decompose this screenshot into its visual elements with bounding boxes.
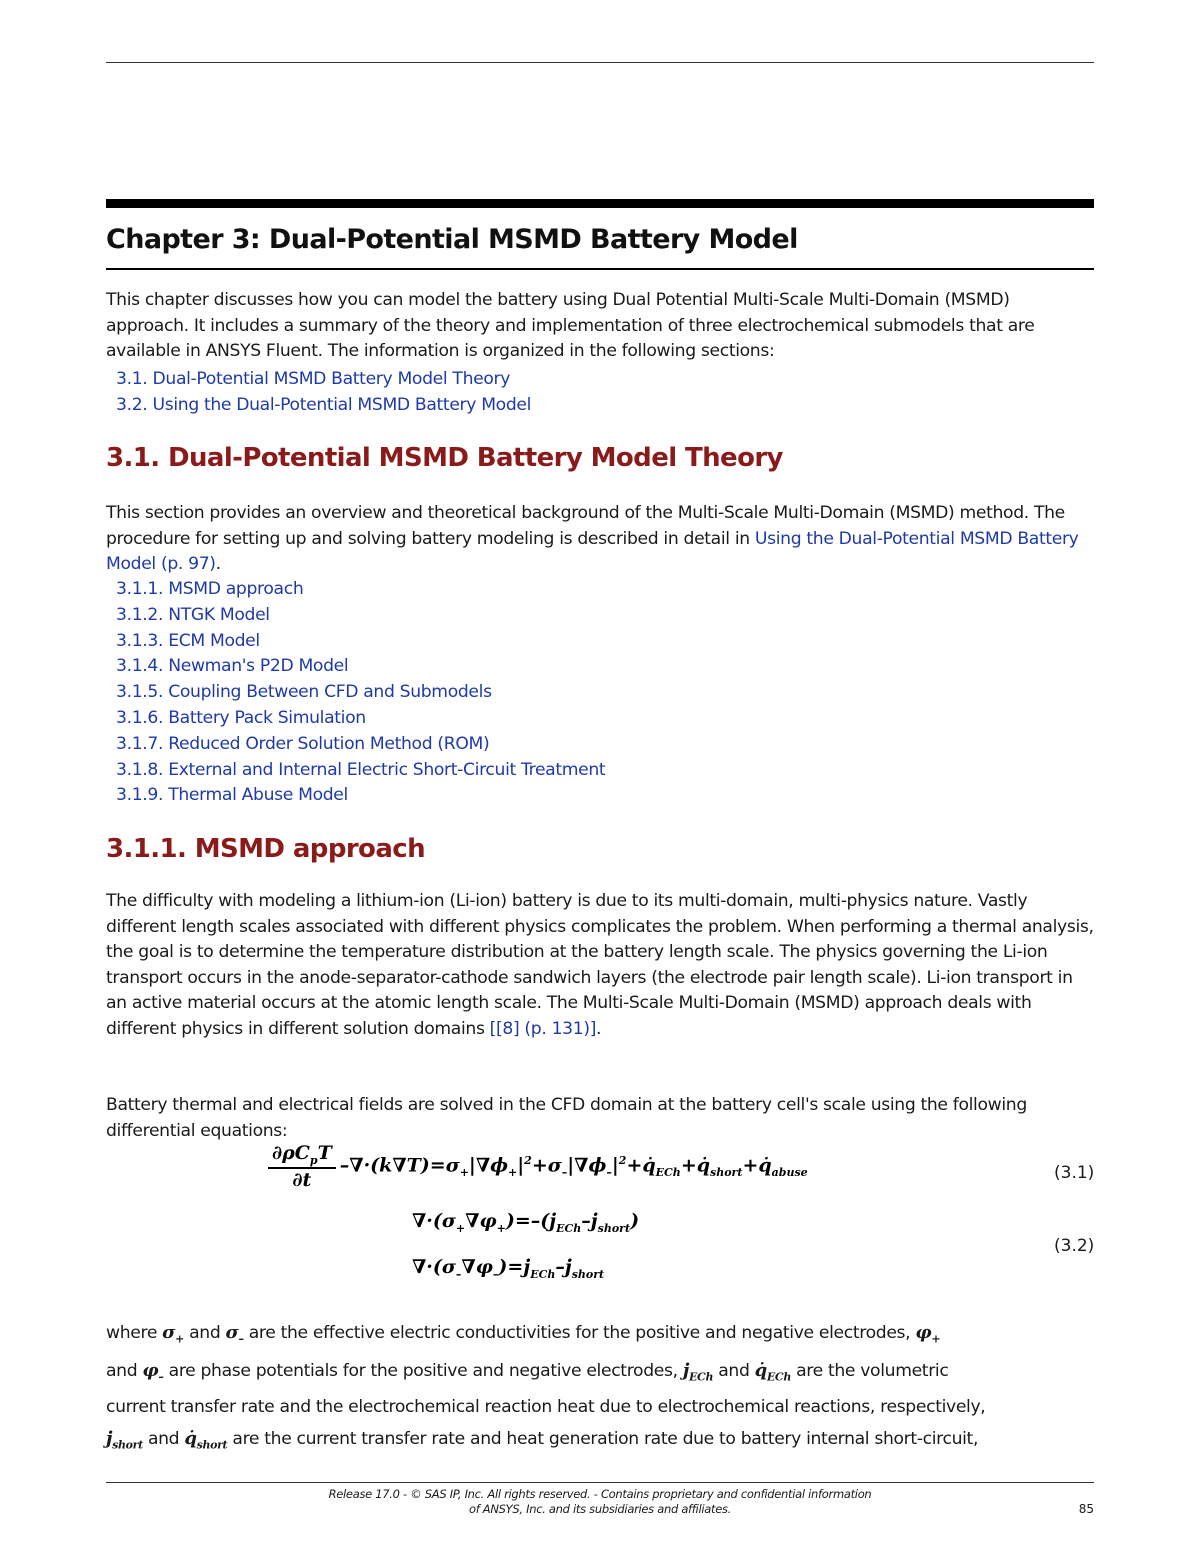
and-word: and bbox=[106, 1360, 138, 1381]
equation-number-3-1: (3.1) bbox=[1054, 1163, 1095, 1183]
and-word: and bbox=[189, 1323, 221, 1343]
section-3-1-paragraph bbox=[106, 501, 1096, 578]
msmd-paragraph-2: Battery thermal and electrical fields are solved in the CFD domain at the battery cell's scale using the following differential equations: bbox=[106, 1095, 1027, 1141]
msmd-paragraph-1 bbox=[106, 889, 1096, 1042]
toc-link-3-1-5[interactable]: 3.1.5. Coupling Between CFD and Submodels bbox=[116, 682, 492, 703]
where-paragraph bbox=[106, 1317, 1096, 1461]
and-word: and bbox=[718, 1360, 750, 1381]
toc-link-3-1-7[interactable]: 3.1.7. Reduced Order Solution Method (ROM) bbox=[116, 733, 490, 754]
sigma-plus-symbol: $\sigma_+$ bbox=[162, 1322, 184, 1346]
section-3-1-text: This section provides an overview and theoretical background of the Multi-Scale Multi-Domain (MSMD) method. The procedure for setting up and solving battery modeling is described in detail in bbox=[106, 503, 1065, 549]
where-text-2: are the effective electric conductivities for the positive and negative electrodes, bbox=[248, 1323, 911, 1343]
toc-link-3-1-3[interactable]: 3.1.3. ECM Model bbox=[116, 630, 260, 651]
where-text-4: are the volumetric bbox=[796, 1360, 949, 1381]
where-text-5: are the current transfer rate and heat generation rate due to battery internal short-circuit, bbox=[232, 1429, 979, 1450]
q-short-symbol: $q̇_{short}$ bbox=[184, 1428, 228, 1452]
phi-plus-symbol: $\varphi_+$ bbox=[915, 1322, 941, 1346]
chapter-title: Chapter 3: Dual-Potential MSMD Battery Model bbox=[106, 224, 798, 255]
section-3-1-1-heading: 3.1.1. MSMD approach bbox=[106, 834, 425, 864]
section-3-1-heading: 3.1. Dual-Potential MSMD Battery Model Theory bbox=[106, 443, 783, 473]
footer-line-2: of ANSYS, Inc. and its subsidiaries and affiliates. bbox=[468, 1502, 732, 1516]
toc-link-3-1-2[interactable]: 3.1.2. NTGK Model bbox=[116, 604, 270, 625]
period: . bbox=[215, 554, 221, 574]
toc-link-3-1-1[interactable]: 3.1.1. MSMD approach bbox=[116, 579, 304, 599]
where-word: where bbox=[106, 1323, 158, 1343]
toc-link-3-1-4[interactable]: 3.1.4. Newman's P2D Model bbox=[116, 656, 349, 677]
sigma-minus-symbol: $\sigma_-$ bbox=[225, 1322, 244, 1346]
equation-3-2-line2: $\nabla\cdot(\sigma_-\nabla\varphi_-)=j_{ECh}-j_{short}$ bbox=[412, 1256, 605, 1281]
chapter-bar bbox=[106, 199, 1094, 208]
toc-link-3-1[interactable]: 3.1. Dual-Potential MSMD Battery Model Theory bbox=[116, 369, 511, 389]
footer-rule bbox=[106, 1482, 1094, 1483]
and-word: and bbox=[147, 1429, 180, 1450]
period: . bbox=[596, 1018, 602, 1039]
eq-fraction: $\frac{\partial\rho C_pT}{\partial t}$ bbox=[268, 1142, 336, 1191]
msmd-text: The difficulty with modeling a lithium-ion (Li-ion) battery is due to its multi-domain, multi-physics nature. Vastly different length scales associated with different physics complicates the problem. When performing a thermal analysis, the goal is to determine the temperature distribution at the battery length scale. The physics governing the Li-ion transport occurs in the anode-separator-cathode sandwich layers (the electrode pair length scale). Li-ion transport in an active material occurs at the atomic length scale. The Multi-Scale Multi-Domain (MSMD) approach deals with different physics in different solution domains bbox=[106, 891, 1094, 1039]
page-number: 85 bbox=[1078, 1502, 1094, 1516]
chapter-intro: This chapter discusses how you can model the battery using Dual Potential Multi-Scale Multi-Domain (MSMD) approach. It includes a summary of the theory and implementation of three electrochemical submodels that are available in ANSYS Fluent. The information is organized in the following sections: bbox=[106, 290, 1035, 361]
equation-number-3-2: (3.2) bbox=[1054, 1236, 1095, 1256]
chapter-title-rule bbox=[106, 268, 1094, 270]
reference-8-link[interactable]: [[8] (p. 131)] bbox=[489, 1018, 597, 1039]
chapter-toc bbox=[116, 367, 531, 419]
footer-copyright bbox=[106, 1487, 1094, 1517]
section-3-1-toc bbox=[116, 577, 605, 809]
phi-minus-symbol: $\varphi_-$ bbox=[142, 1359, 164, 1384]
j-short-symbol: $j_{short}$ bbox=[106, 1428, 143, 1452]
equation-3-2-line1: $\nabla\cdot(\sigma_+\nabla\varphi_+)=-(j_{ECh}-j_{short})$ bbox=[412, 1210, 640, 1235]
using-model-link[interactable]: Using the Dual-Potential MSMD Battery Model (p. 97) bbox=[106, 528, 1079, 574]
where-text-3: are phase potentials for the positive and negative electrodes, bbox=[168, 1360, 678, 1381]
toc-link-3-2[interactable]: 3.2. Using the Dual-Potential MSMD Battery Model bbox=[116, 394, 532, 415]
footer-line-1: Release 17.0 - © SAS IP, Inc. All rights reserved. - Contains proprietary and confidential information bbox=[328, 1487, 872, 1501]
header-rule bbox=[106, 62, 1094, 63]
equation-3-1: $\frac{\partial\rho C_pT}{\partial t}$ $-\nabla\cdot(k\nabla T)=\sigma_+|\nabla\phi_+|^2+\sigma_-|\nabla\phi_-|^2+q̇_{ECh}+q̇_{short}+q̇_{abuse}$ bbox=[268, 1142, 808, 1191]
where-text-line3: current transfer rate and the electrochemical reaction heat due to electrochemical reactions, respectively, bbox=[106, 1397, 986, 1418]
q-ech-symbol: $q̇_{ECh}$ bbox=[754, 1359, 791, 1384]
j-ech-symbol: $j_{ECh}$ bbox=[682, 1359, 714, 1384]
toc-link-3-1-8[interactable]: 3.1.8. External and Internal Electric Short-Circuit Treatment bbox=[116, 759, 606, 780]
toc-link-3-1-9[interactable]: 3.1.9. Thermal Abuse Model bbox=[116, 785, 348, 806]
toc-link-3-1-6[interactable]: 3.1.6. Battery Pack Simulation bbox=[116, 707, 366, 728]
